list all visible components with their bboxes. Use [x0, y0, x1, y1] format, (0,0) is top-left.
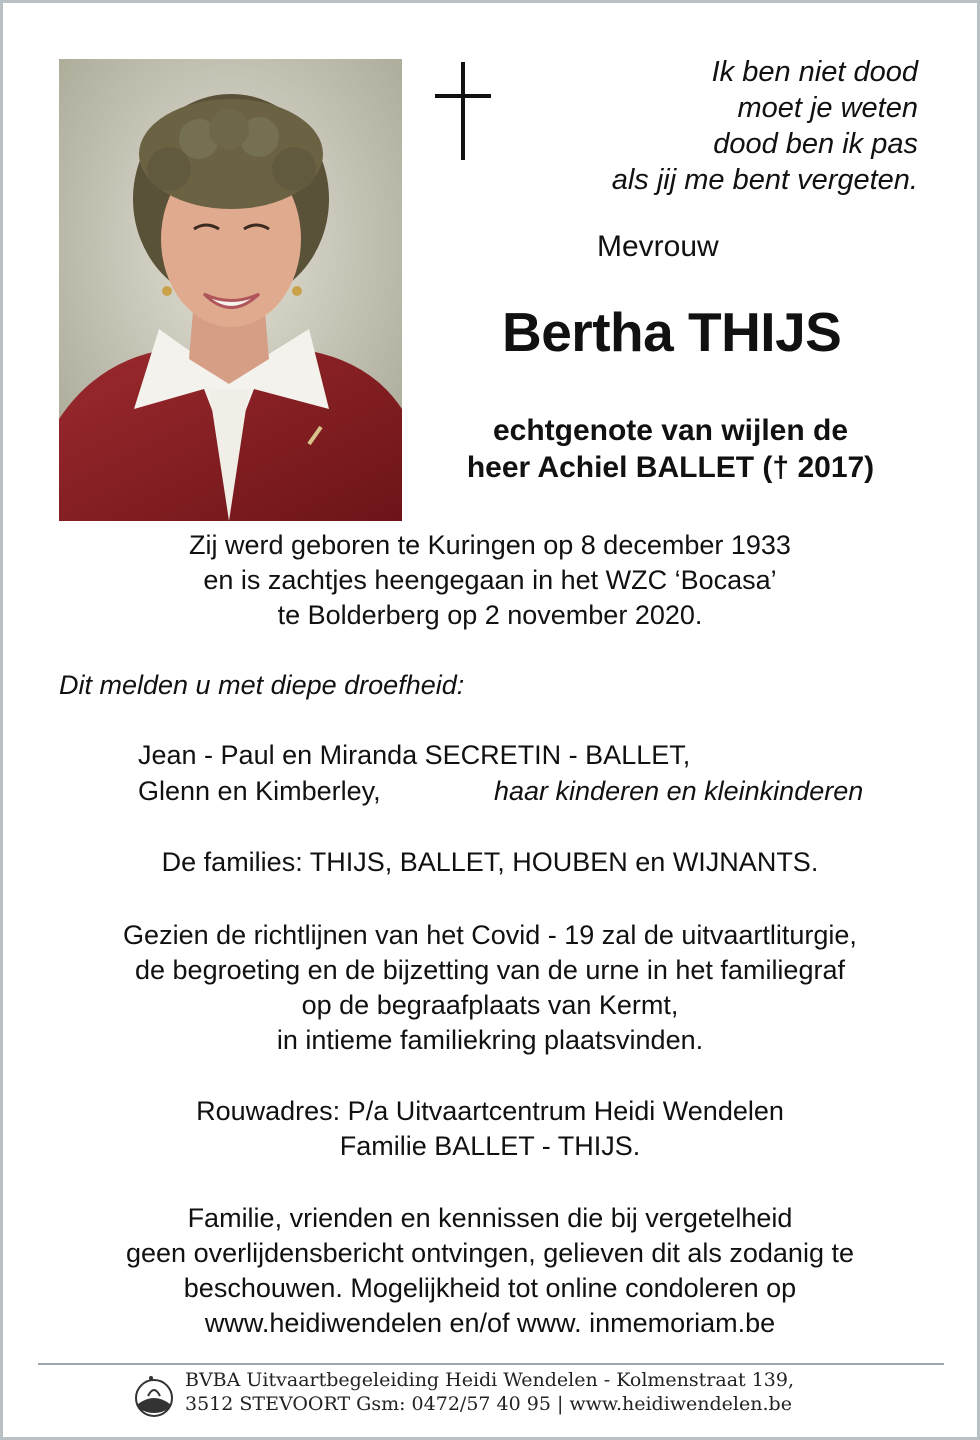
poem: [612, 54, 918, 198]
condolence-notice: [40, 1201, 940, 1341]
poem-line: Ik ben niet dood: [711, 56, 918, 88]
families-info: [40, 845, 940, 880]
notice-line: geen overlijdensbericht ontvingen, gelieven dit als zodanig te: [126, 1238, 854, 1268]
poem-line: dood ben ik pas: [713, 128, 918, 160]
birth-death-info: [40, 528, 940, 633]
children-line: Jean - Paul en Miranda SECRETIN - BALLET,: [138, 740, 691, 770]
footer-divider: [38, 1363, 944, 1365]
announcement: Dit melden u met diepe droefheid:: [59, 670, 465, 700]
birth-line: Zij werd geboren te Kuringen op 8 december 1933: [189, 530, 791, 560]
children-list: [138, 737, 864, 809]
relation-label: haar kinderen en kleinkinderen: [494, 776, 864, 806]
footer-line: 3512 STEVOORT Gsm: 0472/57 40 95 | www.heidiwendelen.be: [185, 1393, 792, 1415]
notice-line: www.heidiwendelen en/of www. inmemoriam.be: [204, 1308, 776, 1338]
spouse-line: echtgenote van wijlen de: [492, 414, 849, 447]
covid-line: in intieme familiekring plaatsvinden.: [276, 1025, 704, 1055]
poem-line: moet je weten: [737, 92, 918, 124]
funeral-home-logo-icon: [134, 1374, 174, 1418]
grandchildren-line: [138, 773, 864, 809]
covid-line: Gezien de richtlijnen van het Covid - 19 zal de uitvaartliturgie,: [123, 920, 857, 950]
spouse-info: [418, 412, 923, 486]
families-line: De families: THIJS, BALLET, HOUBEN en WIJNANTS.: [161, 847, 819, 877]
address-line: Familie BALLET - THIJS.: [339, 1131, 641, 1161]
address-line: Rouwadres: P/a Uitvaartcentrum Heidi Wendelen: [196, 1096, 784, 1126]
notice-line: beschouwen. Mogelijkheid tot online condoleren op: [183, 1273, 797, 1303]
address-info: [40, 1094, 940, 1164]
birth-line: en is zachtjes heengegaan in het WZC ‘Bocasa’: [203, 565, 777, 595]
covid-info: [40, 918, 940, 1058]
portrait-photo: [59, 59, 402, 521]
spouse-line: heer Achiel BALLET († 2017): [466, 451, 875, 484]
poem-line: als jij me bent vergeten.: [611, 164, 918, 196]
grandchildren-names: Glenn en Kimberley,: [138, 776, 381, 806]
notice-line: Familie, vrienden en kennissen die bij vergetelheid: [187, 1203, 793, 1233]
covid-line: op de begraafplaats van Kermt,: [301, 990, 679, 1020]
deceased-name: Bertha THIJS: [502, 301, 842, 363]
covid-line: de begroeting en de bijzetting van de urne in het familiegraf: [135, 955, 845, 985]
birth-line: te Bolderberg op 2 november 2020.: [277, 600, 703, 630]
cross-icon: [433, 62, 493, 160]
footer: [185, 1368, 794, 1416]
honorific: Mevrouw: [597, 230, 719, 263]
footer-line: BVBA Uitvaartbegeleiding Heidi Wendelen - Kolmenstraat 139,: [185, 1369, 795, 1391]
